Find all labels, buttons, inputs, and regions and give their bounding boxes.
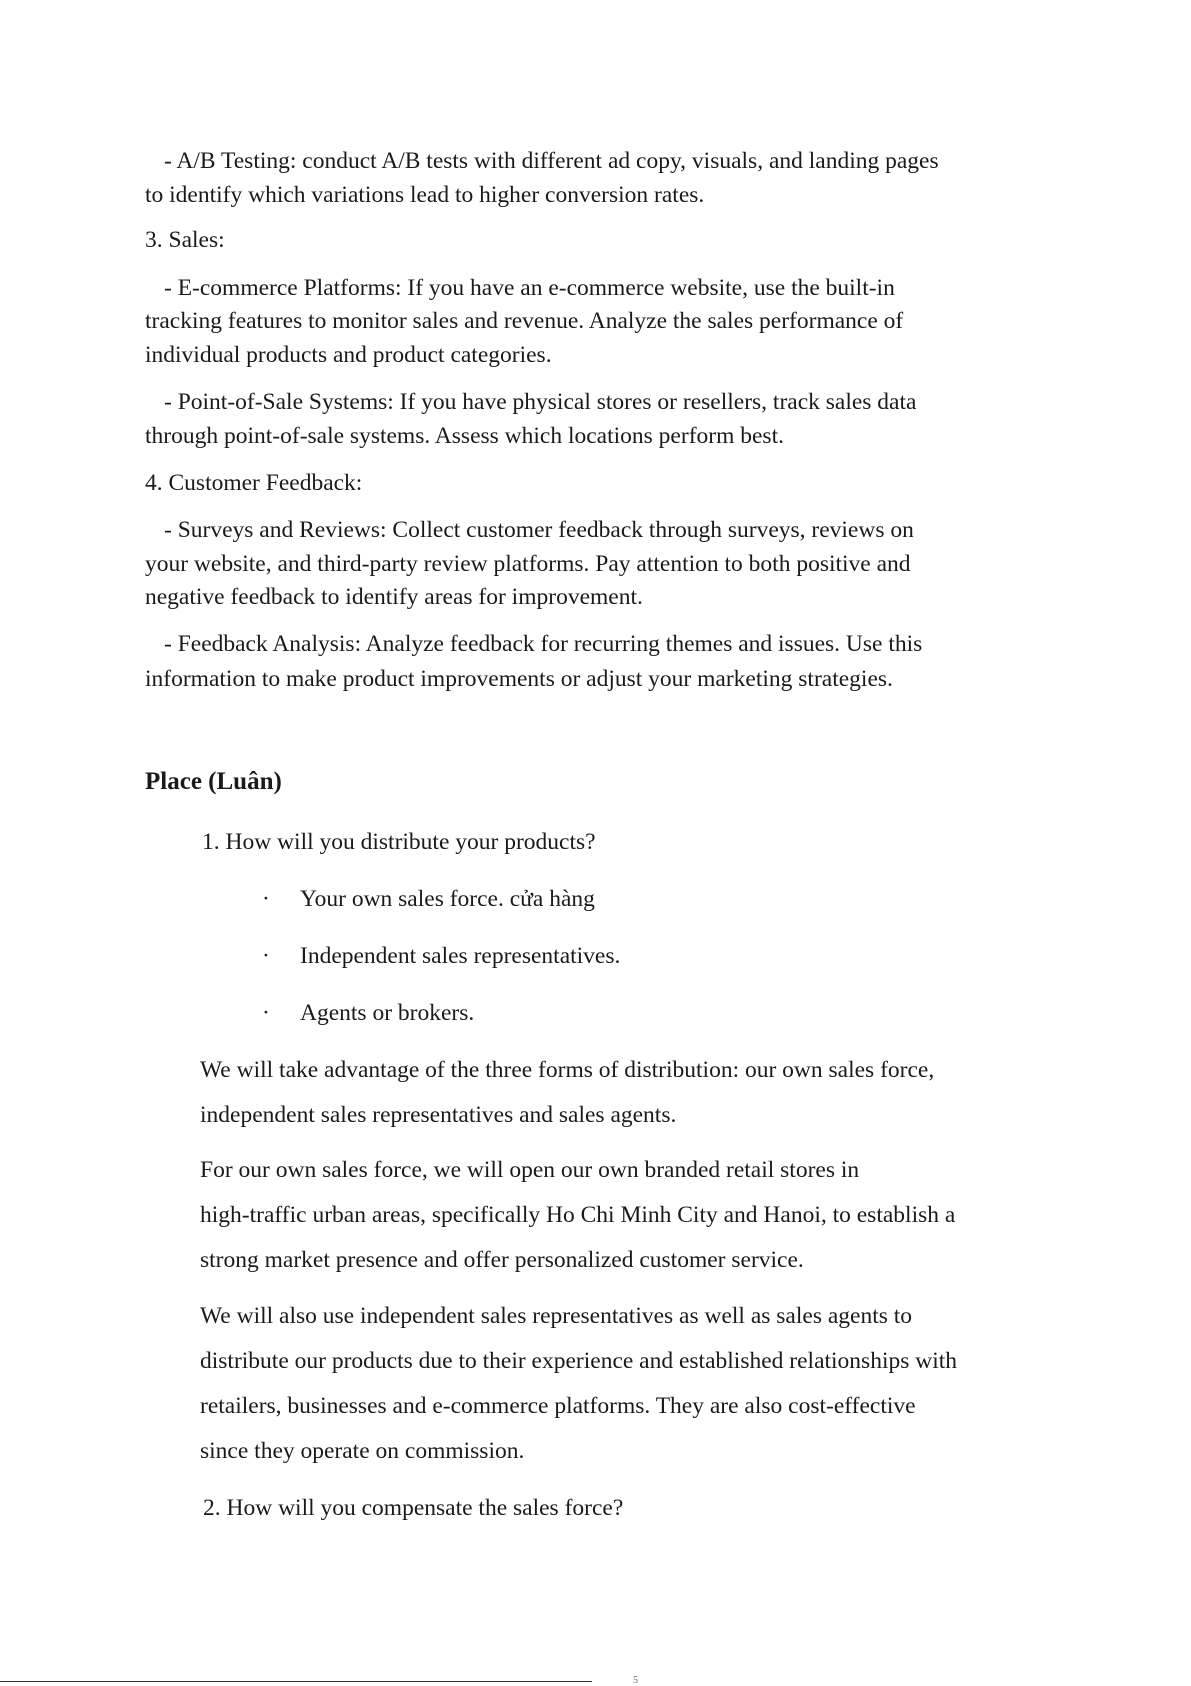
- page-number: 5: [633, 1675, 638, 1686]
- distribution-paragraph-line-2: independent sales representatives and sales agents.: [200, 1102, 677, 1128]
- feedback-analysis-line-1: - Feedback Analysis: Analyze feedback for recurring themes and issues. Use this: [164, 631, 923, 657]
- pos-line-2: through point-of-sale systems. Assess which locations perform best.: [145, 423, 784, 449]
- option-independent-reps: Independent sales representatives.: [300, 943, 621, 969]
- agents-paragraph-line-2: distribute our products due to their experience and established relationships with: [200, 1348, 958, 1374]
- bullet-dot: ·: [262, 943, 270, 969]
- pos-line-1: - Point-of-Sale Systems: If you have physical stores or resellers, track sales data: [164, 389, 917, 415]
- agents-paragraph-line-4: since they operate on commission.: [200, 1438, 525, 1464]
- ab-testing-line-1: - A/B Testing: conduct A/B tests with different ad copy, visuals, and landing pages: [164, 148, 939, 174]
- feedback-analysis-line-2: information to make product improvements or adjust your marketing strategies.: [145, 666, 893, 692]
- ab-testing-line-2: to identify which variations lead to higher conversion rates.: [145, 182, 705, 208]
- question-compensation: 2. How will you compensate the sales force?: [203, 1495, 624, 1521]
- ecommerce-line-2: tracking features to monitor sales and revenue. Analyze the sales performance of: [145, 308, 904, 334]
- customer-feedback-heading: 4. Customer Feedback:: [145, 470, 363, 496]
- place-section-title: Place (Luân): [145, 768, 282, 795]
- own-sales-paragraph-line-2: high-traffic urban areas, specifically Ho Chi Minh City and Hanoi, to establish a: [200, 1202, 956, 1228]
- agents-paragraph-line-1: We will also use independent sales representatives as well as sales agents to: [200, 1303, 913, 1329]
- bullet-dot: ·: [262, 886, 270, 912]
- bullet-dot: ·: [262, 1000, 270, 1026]
- own-sales-paragraph-line-3: strong market presence and offer personalized customer service.: [200, 1247, 804, 1273]
- surveys-line-2: your website, and third-party review platforms. Pay attention to both positive and: [145, 551, 911, 577]
- question-distribution: 1. How will you distribute your products?: [202, 829, 596, 855]
- ecommerce-line-1: - E-commerce Platforms: If you have an e-commerce website, use the built-in: [164, 275, 895, 301]
- agents-paragraph-line-3: retailers, businesses and e-commerce platforms. They are also cost-effective: [200, 1393, 916, 1419]
- footer-divider: [0, 1681, 592, 1682]
- option-agents-brokers: Agents or brokers.: [300, 1000, 475, 1026]
- ecommerce-line-3: individual products and product categories.: [145, 342, 552, 368]
- own-sales-paragraph-line-1: For our own sales force, we will open our own branded retail stores in: [200, 1157, 860, 1183]
- distribution-paragraph-line-1: We will take advantage of the three forms of distribution: our own sales force,: [200, 1057, 935, 1083]
- option-own-sales-force: Your own sales force. cửa hàng: [300, 886, 595, 912]
- surveys-line-1: - Surveys and Reviews: Collect customer feedback through surveys, reviews on: [164, 517, 914, 543]
- sales-heading: 3. Sales:: [145, 227, 225, 253]
- surveys-line-3: negative feedback to identify areas for improvement.: [145, 584, 643, 610]
